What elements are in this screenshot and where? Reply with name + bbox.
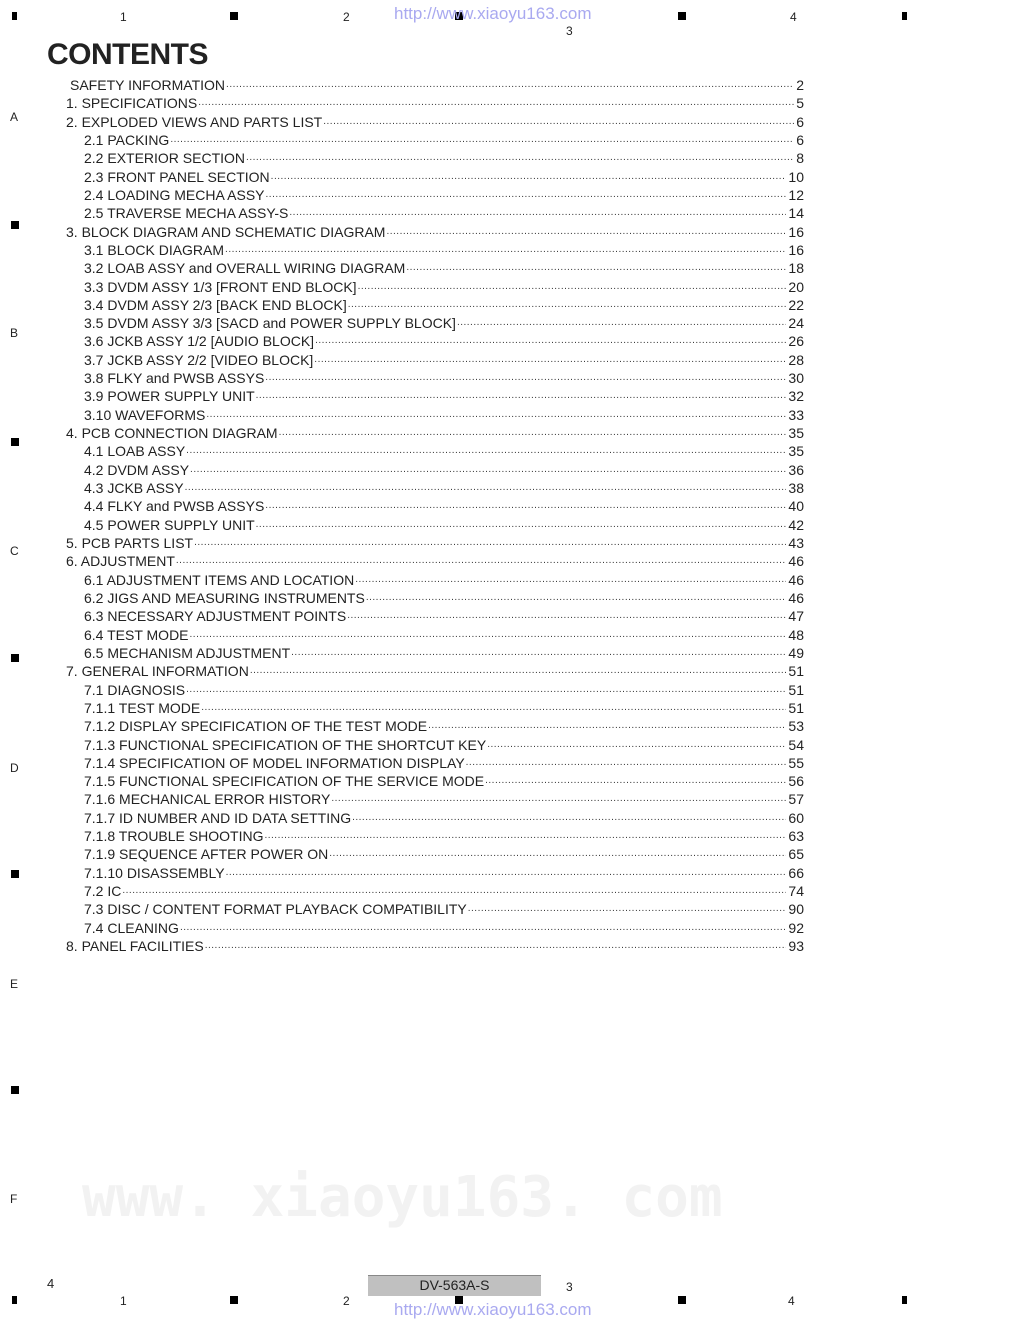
leader-dots (358, 278, 787, 296)
leader-dots (329, 845, 786, 863)
leader-dots (314, 351, 786, 369)
leader-dots (194, 534, 786, 552)
toc-entry[interactable] (84, 332, 804, 350)
header-url[interactable]: http://www.xiaoyu163.com (394, 4, 592, 23)
toc-entry-page: 56 (788, 773, 804, 790)
toc-entry[interactable] (84, 864, 804, 882)
page-number: 4 (47, 1276, 55, 1291)
leader-dots (185, 479, 787, 497)
leader-dots (256, 516, 787, 534)
toc-entry-page: 6 (796, 113, 804, 130)
toc-entry[interactable] (84, 919, 804, 937)
toc-entry-label: 3.8 FLKY and PWSB ASSYS (84, 370, 265, 387)
toc-entry-label: 7.2 IC (84, 883, 122, 900)
registration-mark (11, 870, 19, 878)
toc-entry-page: 74 (788, 883, 804, 900)
registration-mark (11, 221, 19, 229)
toc-entry[interactable] (84, 278, 804, 296)
registration-mark (678, 12, 686, 20)
toc-entry-label: 1. SPECIFICATIONS (66, 95, 198, 112)
toc-entry-label: 4.3 JCKB ASSY (84, 480, 184, 497)
toc-entry-page: 53 (788, 718, 804, 735)
registration-mark (230, 12, 238, 20)
toc-entry-label: 7.1.7 ID NUMBER AND ID DATA SETTING (84, 809, 352, 826)
toc-entry-label: 2.4 LOADING MECHA ASSY (84, 186, 265, 203)
leader-dots (246, 149, 794, 167)
toc-entry[interactable] (84, 149, 804, 167)
toc-entry[interactable] (84, 717, 804, 735)
page-title: CONTENTS (47, 38, 208, 71)
toc-entry-label: 6. ADJUSTMENT (66, 553, 175, 570)
leader-dots (366, 589, 787, 607)
toc-entry[interactable] (84, 461, 804, 479)
toc-entry-label: 7.1 DIAGNOSIS (84, 681, 186, 698)
toc-entry[interactable] (84, 168, 804, 186)
column-number: 4 (788, 1294, 795, 1308)
column-number: 3 (566, 24, 573, 38)
toc-entry[interactable] (66, 113, 804, 131)
toc-entry[interactable] (84, 516, 804, 534)
toc-entry-page: 32 (788, 388, 804, 405)
toc-entry-page: 55 (788, 754, 804, 771)
leader-dots (468, 900, 787, 918)
toc-entry[interactable] (84, 241, 804, 259)
toc-entry-page: 65 (788, 846, 804, 863)
registration-mark (12, 1296, 17, 1304)
leader-dots (186, 442, 786, 460)
registration-mark (11, 438, 19, 446)
leader-dots (186, 681, 786, 699)
toc-entry-page: 51 (788, 663, 804, 680)
toc-entry-page: 30 (788, 370, 804, 387)
toc-entry[interactable] (84, 607, 804, 625)
toc-entry-label: 4.2 DVDM ASSY (84, 461, 190, 478)
toc-entry-page: 2 (796, 77, 804, 93)
toc-entry-label: 7.1.2 DISPLAY SPECIFICATION OF THE TEST MODE (84, 718, 428, 735)
toc-entry-page: 35 (788, 425, 804, 442)
leader-dots (201, 699, 786, 717)
toc-entry[interactable] (84, 296, 804, 314)
toc-entry-page: 46 (788, 571, 804, 588)
toc-entry[interactable] (84, 809, 804, 827)
row-label: D (10, 761, 19, 775)
registration-mark (678, 1296, 686, 1304)
toc-entry-page: 47 (788, 608, 804, 625)
toc-entry-label: 6.4 TEST MODE (84, 626, 189, 643)
toc-entry[interactable] (70, 76, 804, 94)
column-number: 4 (790, 10, 797, 24)
toc-entry[interactable] (84, 442, 804, 460)
toc-entry[interactable] (84, 369, 804, 387)
leader-dots (485, 772, 786, 790)
toc-entry-label: 3.1 BLOCK DIAGRAM (84, 241, 225, 258)
toc-entry-label: 7.1.4 SPECIFICATION OF MODEL INFORMATION DISPLAY (84, 754, 465, 771)
toc-entry-label: 7.1.5 FUNCTIONAL SPECIFICATION OF THE SERVICE MODE (84, 773, 485, 790)
toc-entry-page: 14 (788, 205, 804, 222)
toc-entry-label: 7.1.9 SEQUENCE AFTER POWER ON (84, 846, 329, 863)
leader-dots (226, 864, 787, 882)
toc-entry[interactable] (84, 406, 804, 424)
toc-entry-label: 7.1.8 TROUBLE SHOOTING (84, 828, 264, 845)
registration-mark (902, 12, 907, 20)
toc-entry-label: 7.1.10 DISASSEMBLY (84, 864, 225, 881)
leader-dots (466, 754, 787, 772)
toc-entry[interactable] (66, 662, 804, 680)
toc-entry-page: 51 (788, 681, 804, 698)
registration-mark (11, 1086, 19, 1094)
toc-entry-label: 2.5 TRAVERSE MECHA ASSY-S (84, 205, 289, 222)
toc-entry-page: 28 (788, 351, 804, 368)
leader-dots (279, 424, 787, 442)
toc-entry[interactable] (84, 131, 804, 149)
toc-entry[interactable] (84, 754, 804, 772)
toc-entry-page: 18 (788, 260, 804, 277)
registration-mark (902, 1296, 907, 1304)
toc-entry-label: 4. PCB CONNECTION DIAGRAM (66, 425, 278, 442)
toc-entry-page: 92 (788, 919, 804, 936)
toc-entry-label: 7. GENERAL INFORMATION (66, 663, 249, 680)
toc-entry-label: 2.1 PACKING (84, 131, 170, 148)
toc-entry-page: 36 (788, 461, 804, 478)
toc-entry[interactable] (84, 314, 804, 332)
toc-entry[interactable] (84, 204, 804, 222)
leader-dots (386, 223, 786, 241)
leader-dots (264, 827, 786, 845)
toc-entry-label: 7.1.3 FUNCTIONAL SPECIFICATION OF THE SHORTCUT KEY (84, 736, 487, 753)
toc-entry[interactable] (84, 644, 804, 662)
leader-dots (225, 241, 786, 259)
toc-entry-page: 63 (788, 828, 804, 845)
toc-entry-page: 22 (788, 296, 804, 313)
toc-entry-page: 90 (788, 901, 804, 918)
toc-entry-label: 4.4 FLKY and PWSB ASSYS (84, 498, 265, 515)
toc-entry-page: 26 (788, 333, 804, 350)
toc-entry-page: 60 (788, 809, 804, 826)
toc-entry[interactable] (66, 94, 804, 112)
leader-dots (457, 314, 786, 332)
toc-entry-page: 5 (796, 95, 804, 112)
toc-entry-label: 7.1.6 MECHANICAL ERROR HISTORY (84, 791, 331, 808)
toc-entry[interactable] (84, 626, 804, 644)
toc-entry-page: 93 (788, 938, 804, 955)
registration-mark (11, 654, 19, 662)
toc-entry-label: 7.3 DISC / CONTENT FORMAT PLAYBACK COMPATIBILITY (84, 901, 467, 918)
column-number: 2 (343, 1294, 350, 1308)
toc-entry-page: 46 (788, 553, 804, 570)
toc-entry[interactable] (84, 387, 804, 405)
toc-entry-page: 12 (788, 186, 804, 203)
leader-dots (250, 662, 787, 680)
toc-entry[interactable] (66, 552, 804, 570)
toc-entry-label: 3.6 JCKB ASSY 1/2 [AUDIO BLOCK] (84, 333, 315, 350)
toc-entry-label: 4.5 POWER SUPPLY UNIT (84, 516, 255, 533)
footer-url[interactable]: http://www.xiaoyu163.com (394, 1300, 592, 1319)
toc-entry[interactable] (84, 699, 804, 717)
toc-entry-page: 51 (788, 699, 804, 716)
toc-entry-page: 16 (788, 223, 804, 240)
column-number: 1 (120, 1294, 127, 1308)
leader-dots (180, 919, 786, 937)
column-number: 3 (566, 1280, 573, 1294)
leader-dots (256, 387, 787, 405)
toc-entry-label: 3.10 WAVEFORMS (84, 406, 206, 423)
toc-entry-label: 3. BLOCK DIAGRAM AND SCHEMATIC DIAGRAM (66, 223, 386, 240)
toc-entry[interactable] (84, 681, 804, 699)
row-label: E (10, 977, 19, 991)
leader-dots (352, 809, 786, 827)
toc-entry[interactable] (84, 772, 804, 790)
registration-mark (12, 12, 17, 20)
leader-dots (331, 790, 786, 808)
toc-entry-page: 8 (796, 150, 804, 167)
toc-entry-label: 3.9 POWER SUPPLY UNIT (84, 388, 255, 405)
toc-entry-page: 38 (788, 480, 804, 497)
toc-entry-label: 3.2 LOAB ASSY and OVERALL WIRING DIAGRAM (84, 260, 406, 277)
toc-entry-page: 66 (788, 864, 804, 881)
toc-entry-label: 3.3 DVDM ASSY 1/3 [FRONT END BLOCK] (84, 278, 357, 295)
toc-entry-page: 54 (788, 736, 804, 753)
toc-entry-label: 2.2 EXTERIOR SECTION (84, 150, 246, 167)
toc-entry-label: 6.1 ADJUSTMENT ITEMS AND LOCATION (84, 571, 355, 588)
toc-entry-page: 48 (788, 626, 804, 643)
leader-dots (190, 626, 787, 644)
toc-entry[interactable] (66, 534, 804, 552)
toc-entry-label: 5. PCB PARTS LIST (66, 535, 194, 551)
toc-entry-page: 10 (788, 168, 804, 185)
toc-entry-label: 7.4 CLEANING (84, 919, 179, 936)
toc-entry-page: 24 (788, 315, 804, 332)
toc-entry-label: 6.2 JIGS AND MEASURING INSTRUMENTS (84, 589, 365, 606)
toc-entry-page: 35 (788, 443, 804, 460)
model-label: DV-563A-S (368, 1275, 541, 1296)
toc-entry-label: 6.5 MECHANISM ADJUSTMENT (84, 644, 291, 661)
toc-entry-page: 33 (788, 406, 804, 423)
toc-entry-page: 40 (788, 498, 804, 515)
leader-dots (347, 607, 786, 625)
leader-dots (198, 94, 794, 112)
toc-entry[interactable] (84, 259, 804, 277)
leader-dots (205, 937, 787, 955)
toc-entry[interactable] (84, 827, 804, 845)
toc-entry-page: 46 (788, 589, 804, 606)
toc-entry[interactable] (84, 497, 804, 515)
leader-dots (289, 204, 786, 222)
toc-entry-page: 43 (788, 535, 804, 551)
toc-entry-page: 42 (788, 516, 804, 533)
leader-dots (406, 259, 786, 277)
row-label: B (10, 326, 19, 340)
toc-entry[interactable] (66, 223, 804, 241)
toc-entry-label: SAFETY INFORMATION (70, 77, 226, 93)
toc-entry[interactable] (84, 882, 804, 900)
toc-entry-label: 3.4 DVDM ASSY 2/3 [BACK END BLOCK] (84, 296, 347, 313)
leader-dots (226, 76, 794, 94)
toc-entry[interactable] (84, 186, 804, 204)
registration-mark (230, 1296, 238, 1304)
leader-dots (170, 131, 794, 149)
leader-dots (428, 717, 786, 735)
leader-dots (265, 369, 786, 387)
leader-dots (315, 332, 786, 350)
leader-dots (206, 406, 786, 424)
column-number: 1 (120, 10, 127, 24)
toc-entry-page: 57 (788, 791, 804, 808)
row-label: F (10, 1192, 18, 1206)
toc-entry[interactable] (84, 790, 804, 808)
leader-dots (355, 571, 786, 589)
leader-dots (348, 296, 787, 314)
toc-entry-label: 7.1.1 TEST MODE (84, 699, 201, 716)
column-number: 2 (343, 10, 350, 24)
leader-dots (271, 168, 787, 186)
toc-entry[interactable] (84, 589, 804, 607)
toc-entry-label: 8. PANEL FACILITIES (66, 938, 204, 955)
leader-dots (176, 552, 787, 570)
toc-entry-page: 16 (788, 241, 804, 258)
toc-entry[interactable] (84, 845, 804, 863)
toc-entry[interactable] (84, 571, 804, 589)
toc-entry-label: 3.7 JCKB ASSY 2/2 [VIDEO BLOCK] (84, 351, 314, 368)
toc-entry-label: 4.1 LOAB ASSY (84, 443, 186, 460)
toc-entry-page: 6 (796, 131, 804, 148)
toc-entry-page: 20 (788, 278, 804, 295)
leader-dots (122, 882, 786, 900)
toc-entry-label: 3.5 DVDM ASSY 3/3 [SACD and POWER SUPPLY BLOCK] (84, 315, 456, 332)
leader-dots (291, 644, 786, 662)
toc-entry-page: 49 (788, 644, 804, 661)
row-label: C (10, 544, 19, 558)
toc-entry[interactable] (84, 351, 804, 369)
watermark: www. xiaoyu163. com (82, 1165, 723, 1230)
toc-entry[interactable] (66, 937, 804, 955)
toc-entry[interactable] (84, 736, 804, 754)
row-label: A (10, 110, 19, 124)
toc-entry-label: 2.3 FRONT PANEL SECTION (84, 168, 270, 185)
leader-dots (266, 186, 787, 204)
toc-entry[interactable] (66, 424, 804, 442)
toc-entry[interactable] (84, 479, 804, 497)
toc-entry-label: 2. EXPLODED VIEWS AND PARTS LIST (66, 113, 323, 130)
leader-dots (265, 497, 786, 515)
leader-dots (190, 461, 786, 479)
leader-dots (323, 113, 794, 131)
toc-entry-label: 6.3 NECESSARY ADJUSTMENT POINTS (84, 608, 347, 625)
leader-dots (487, 736, 786, 754)
toc-entry[interactable] (84, 900, 804, 918)
